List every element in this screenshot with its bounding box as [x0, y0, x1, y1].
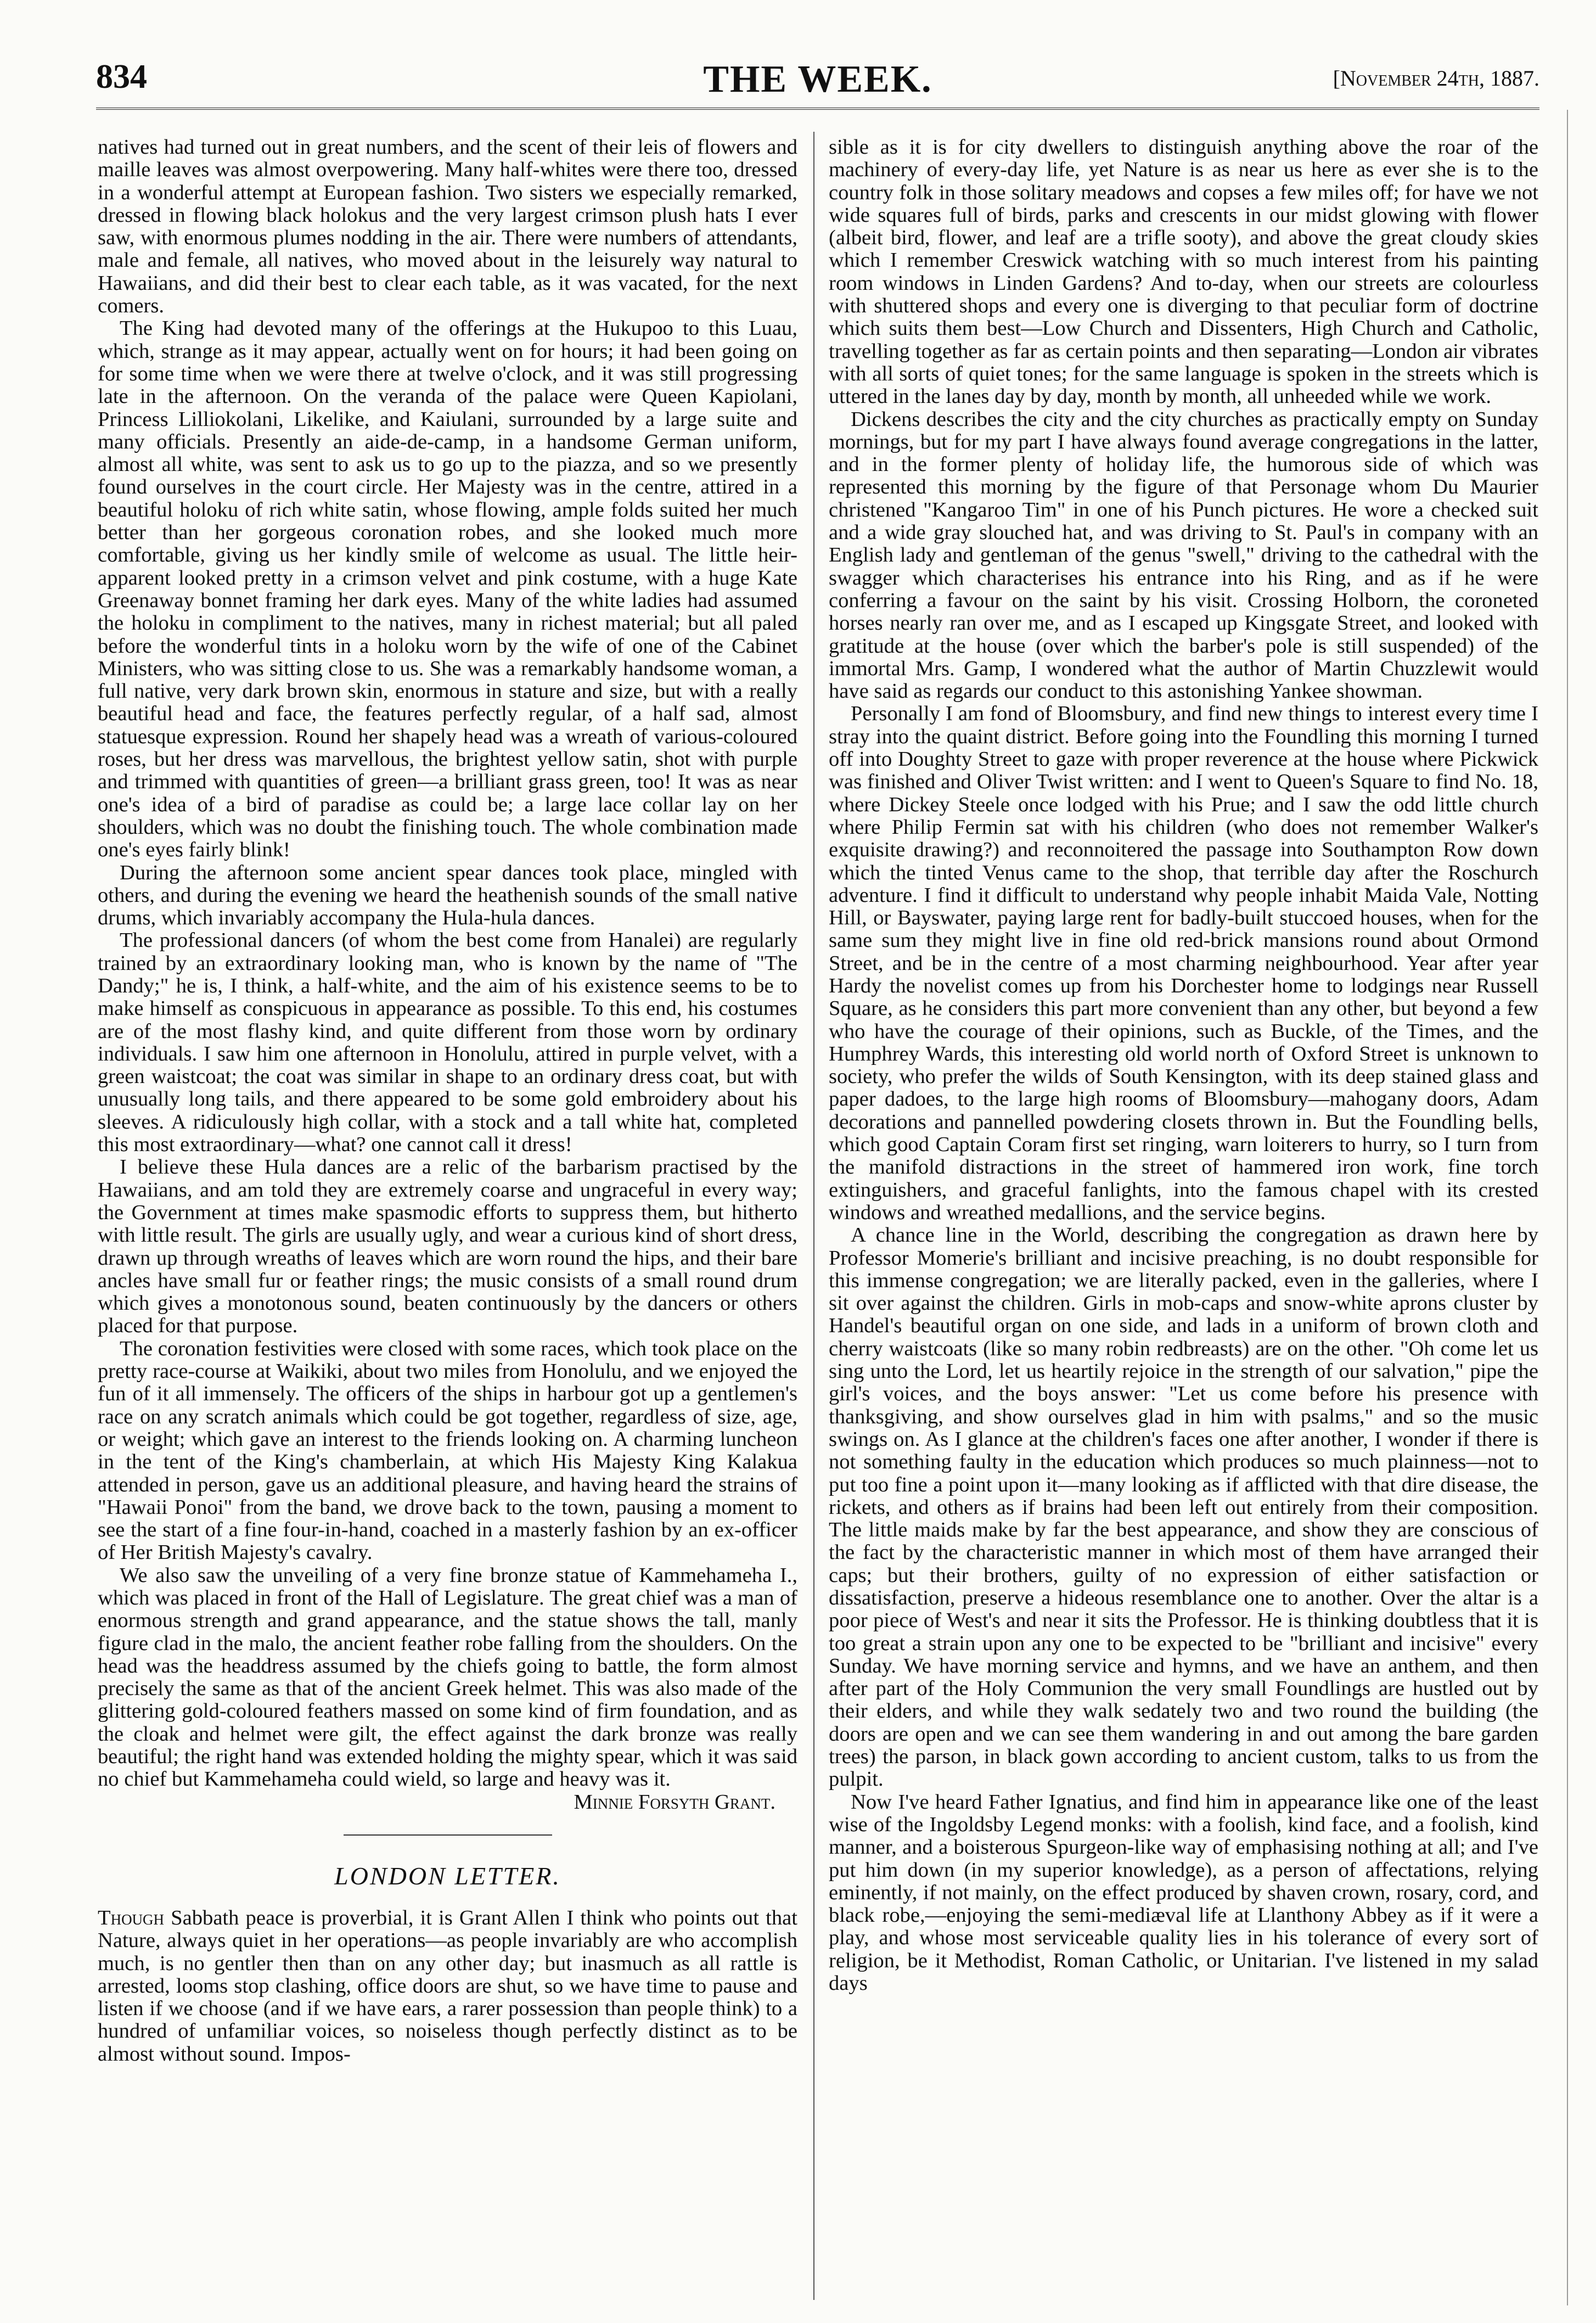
section-separator [344, 1834, 552, 1836]
paragraph: A chance line in the World, describing the congregation as drawn here by Professor Momerie's brilliant and incisive preaching, is no doubt responsible for this immense congregation; we are literally packed, even in the galleries, where I sit over against the children. Girls in mob-caps and snow-white aprons cluster by Handel's beautiful organ on one side, and lads in a uniform of brown cloth and cherry waistcoats (like so many robin redbreasts) are on the other. "Oh come let us sing unto the Lord, let us heartily rejoice in the strength of our salvation," pipe the girl's voices, and the boys answer: "Let us come before his presence with thanksgiving, and show ourselves glad in him with psalms," and so the music swings on. As I glance at the children's faces one after another, I wonder if there is not something faulty in the education which produces so much plainness—not to put too fine a point upon it—many looking as if afflicted with that dire disease, the rickets, and others as if brains had been left out entirely from their composition. The little maids make by far the best appearance, and show they are conscious of the fact by the characteristic manner in which most of them have arranged their caps; but their brothers, guilty of no expression of either satisfaction or dissatisfaction, preserve a hideous resemblance one to another. Over the altar is a poor piece of West's and near it sits the Professor. He is thinking doubtless that it is too great a strain upon any one to be expected to be "brilliant and incisive" every Sunday. We have morning service and hymns, and we have an anthem, and then after part of the Holy Communion the very small Foundlings are hustled out by their elders, and while they walk sedately two and two round the building (the doors are open and we can see them wandering in and out among the bare garden trees) the parson, in black gown according to ancient custom, talks to us from the pulpit. [829, 1224, 1538, 1791]
header-rule [96, 108, 1539, 110]
page-number: 834 [96, 58, 147, 96]
paragraph: I believe these Hula dances are a relic of the barbarism practised by the Hawaiians, and am told they are extremely coarse and ungraceful in every way; the Government at times make spasmodic efforts to suppress them, but hitherto with little result. The girls are usually ugly, and wear a curious kind of short dress, drawn up through wreaths of leaves which are worn round the hips, and their bare ancles have small fur or feather rings; the music consists of a small round drum which gives a monotonous sound, beaten continuously by the dancers or others placed for that purpose. [98, 1155, 797, 1338]
paragraph: sible as it is for city dwellers to distinguish anything above the roar of the machinery of every-day life, yet Nature is as near us here as ever she is to the country folk in those solitary meadows and copses a few miles off; for have we not wide squares full of birds, parks and crescents in our midst glowing with flower (albeit bird, flower, and leaf are a trifle sooty), and above the great cloudy skies which I remember Creswick watching with so much interest from his painting room windows in Linden Gardens? And to-day, when our streets are colourless with shuttered shops and every one is diverging to that peculiar form of doctrine which suits them best—Low Church and Dissenters, High Church and Catholic, travelling together as far as certain points and then separating—London air vibrates with all sorts of quiet tones; for the same language is spoken in the streets which is uttered in the lanes day by day, month by month, all unheeded while we work. [829, 136, 1538, 408]
masthead: THE WEEK. [703, 58, 932, 100]
issue-date: [November 24th, 1887. [1333, 66, 1539, 91]
section-title: LONDON LETTER. [334, 1861, 561, 1890]
paragraph: Personally I am fond of Bloomsbury, and find new things to interest every time I stray into the quaint district. Before going into the Foundling this morning I turned off into Doughty Street to gaze with proper reverence at the house where Pickwick was finished and Oliver Twist written: and I went to Queen's Square to find No. 18, where Dickey Steele once lodged with his Prue; and I saw the odd little church where Philip Fermin sat with his children (who does not remember Walker's exquisite drawing?) and reconnoitered the passage into Southampton Row down which the tinted Venus came to the shop, that terrible day after the Roschurch adventure. I find it difficult to understand why people inhabit Maida Vale, Notting Hill, or Bayswater, paying large rent for badly-built stuccoed houses, when for the same sum they might live in fine old red-brick mansions round about Ormond Street, and be in the centre of a most charming neighbourhood. Year after year Hardy the novelist comes up from his Dorchester home to lodgings near Russell Square, as he considers this part more convenient than any other, but beyond a few who have the courage of their opinions, such as Buckle, of the Times, and the Humphrey Wards, this interesting old world north of Oxford Street is unknown to society, who prefer the wilds of South Kensington, with its deep stained glass and paper dadoes, to the large high rooms of Bloomsbury—mahogany doors, Adam decorations and pannelled powdering closets thrown in. But the Foundling bells, which good Captain Coram first set ringing, warn loiterers to hurry, so I turn from the manifold distractions in the street of hammered iron work, fine torch extinguishers, and graceful fanlights, into the famous chapel with its crested windows and wreathed medallions, and the service begins. [829, 702, 1538, 1224]
section-opening-paragraph [98, 1907, 797, 2066]
paragraph: The coronation festivities were closed with some races, which took place on the pretty race-course at Waikiki, about two miles from Honolulu, and we enjoyed the fun of it all immensely. The officers of the ships in harbour got up a gentlemen's race on any scratch animals which could be got together, regardless of size, age, or weight; which gave an interest to the friends looking on. A charming luncheon in the tent of the King's chamberlain, at which His Majesty King Kalakua attended in person, gave us an additional pleasure, and having heard the strains of "Hawaii Ponoi" from the band, we drove back to the town, pausing a moment to see the start of a fine four-in-hand, coached in a masterly fashion by an ex-officer of Her British Majesty's cavalry. [98, 1337, 797, 1564]
paragraph: We also saw the unveiling of a very fine bronze statue of Kammehameha I., which was placed in front of the Hall of Legislature. The great chief was a man of enormous strength and grand appearance, and the statue shows the tall, manly figure clad in the malo, the ancient feather robe falling from the shoulders. On the head was the headdress assumed by the chiefs going to battle, the form almost precisely the same as that of the ancient Greek helmet. This was also made of the glittering gold-coloured feathers massed on some kind of firm foundation, and as the cloak and helmet were gilt, the effect against the dark bronze was really beautiful; the right hand was extended holding the mighty spear, which it was said no chief but Kammehameha could wield, so large and heavy was it. [98, 1563, 797, 1791]
paragraph: natives had turned out in great numbers, and the scent of their leis of flowers and maille leaves was almost overpowering. Many half-whites were there too, dressed in a wonderful attempt at European fashion. Two sisters we especially remarked, dressed in flowing black holokus and the very largest crimson plush hats I ever saw, with enormous plumes nodding in the air. There were numbers of attendants, male and female, all natives, who moved about in the leisurely way natural to Hawaiians, and did their best to clear each table, as it was vacated, for the next comers. [98, 136, 797, 318]
paragraph-text: Sabbath peace is proverbial, it is Grant Allen I think who points out that Nature, always quiet in her operations—as people invariably are who accomplish much, is no gentler then than on any other day; but inasmuch as all rattle is arrested, looms stop clashing, office doors are shut, so we have time to pause and listen if we choose (and if we have ears, a rarer possession than people think) to a hundred of unfamiliar voices, so noiseless though perfectly distinct as to be almost without sound. Impos- [98, 1906, 797, 2066]
lead-word: Though [98, 1906, 165, 1929]
right-column [829, 136, 1538, 1995]
paragraph: The King had devoted many of the offerings at the Hukupoo to this Luau, which, strange as it may appear, actually went on for hours; it had been going on for some time when we were there at twelve o'clock, and it was still progressing late in the afternoon. On the veranda of the palace were Queen Kapiolani, Princess Lilliokolani, Likelike, and Kaiulani, surrounded by a large suite and many officials. Presently an aide-de-camp, in a handsome German uniform, almost all white, was sent to ask us to go up to the piazza, and so we presently found ourselves in the court circle. Her Majesty was in the centre, attired in a beautiful holoku of rich white satin, whose flowing, ample folds suited her much better than her gorgeous coronation robes, and she looked much more comfortable, giving us her kindly smile of welcome as usual. The little heir-apparent looked pretty in a crimson velvet and pink costume, with a huge Kate Greenaway bonnet framing her dark eyes. Many of the white ladies had assumed the holoku in compliment to the natives, many in richest material; but all paled before the wonderful tints in a holoku worn by the wife of one of the Cabinet Ministers, who was sitting close to us. She was a remarkably handsome woman, a full native, very dark brown skin, enormous in stature and size, but with a really beautiful head and face, the features perfectly regular, of a half sad, almost statuesque expression. Round her shapely head was a wreath of various-coloured roses, but her dress was marvellous, the brightest yellow satin, shot with purple and trimmed with quantities of green—a brilliant grass green, too! It was as near one's idea of a bird of paradise as could be; a large lace collar lay on her shoulders, which was no doubt the finishing touch. The whole combination made one's eyes fairly blink! [98, 317, 797, 862]
paragraph: During the afternoon some ancient spear dances took place, mingled with others, and during the evening we heard the heathenish sounds of the small native drums, which invariably accompany the Hula-hula dances. [98, 861, 797, 930]
left-column [98, 136, 797, 2066]
paragraph: Dickens describes the city and the city churches as practically empty on Sunday mornings, but for my part I have always found average congregations in the latter, and in the former plenty of holiday life, the humorous side of which was represented this morning by the figure of that Personage whom Du Maurier christened "Kangaroo Tim" in one of his Punch pictures. He wore a checked suit and a wide gray slouched hat, and was driving to St. Paul's in company with an English lady and gentleman of the genus "swell," driving to the cathedral with the swagger which characterises his entrance into his Ring, and as if he were conferring a favour on the saint by his visit. Crossing Holborn, the coroneted horses nearly ran over me, and as I escaped up Kingsgate Street, and looked with gratitude at the house (over which the barber's pole is still suspended) of the immortal Mrs. Gamp, I wondered what the author of Martin Chuzzlewit would have said as regards our conduct to this astonishing Yankee showman. [829, 407, 1538, 703]
binding-edge [1556, 110, 1578, 2305]
paragraph: The professional dancers (of whom the best come from Hanalei) are regularly trained by an extraordinary looking man, who is known by the name of "The Dandy;" he is, I think, a half-white, and the aim of his existence seems to be to make himself as conspicuous in appearance as possible. To this end, his costumes are of the most flashy kind, and quite different from those worn by ordinary individuals. I saw him one afternoon in Honolulu, attired in purple velvet, with a green waistcoat; the coat was similar in shape to an ordinary dress coat, but with unusually long tails, and there appeared to be some gold embroidery about his sleeves. A ridiculously high collar, with a stock and a tall white hat, completed this most extraordinary—what? one cannot call it dress! [98, 929, 797, 1157]
page-header [96, 58, 1539, 110]
paragraph: Now I've heard Father Ignatius, and find him in appearance like one of the least wise of the Ingoldsby Legend monks: with a foolish, kind face, and a foolish, kind manner, and a boisterous Spurgeon-like way of emphasising nothing at all; and I've put him down (in my superior knowledge), as a person of affectations, relying eminently, if not mainly, on the effect produced by shaven crown, rosary, cord, and black robe,—enjoying the semi-mediæval life at Llanthony Abbey as if it were a play, and whose most serviceable quality lies in his tolerance of every sort of religion, be it Methodist, Roman Catholic, or Unitarian. I've listened in my salad days [829, 1790, 1538, 1995]
column-divider [813, 132, 814, 2300]
author-signature: Minnie Forsyth Grant. [574, 1790, 775, 1814]
